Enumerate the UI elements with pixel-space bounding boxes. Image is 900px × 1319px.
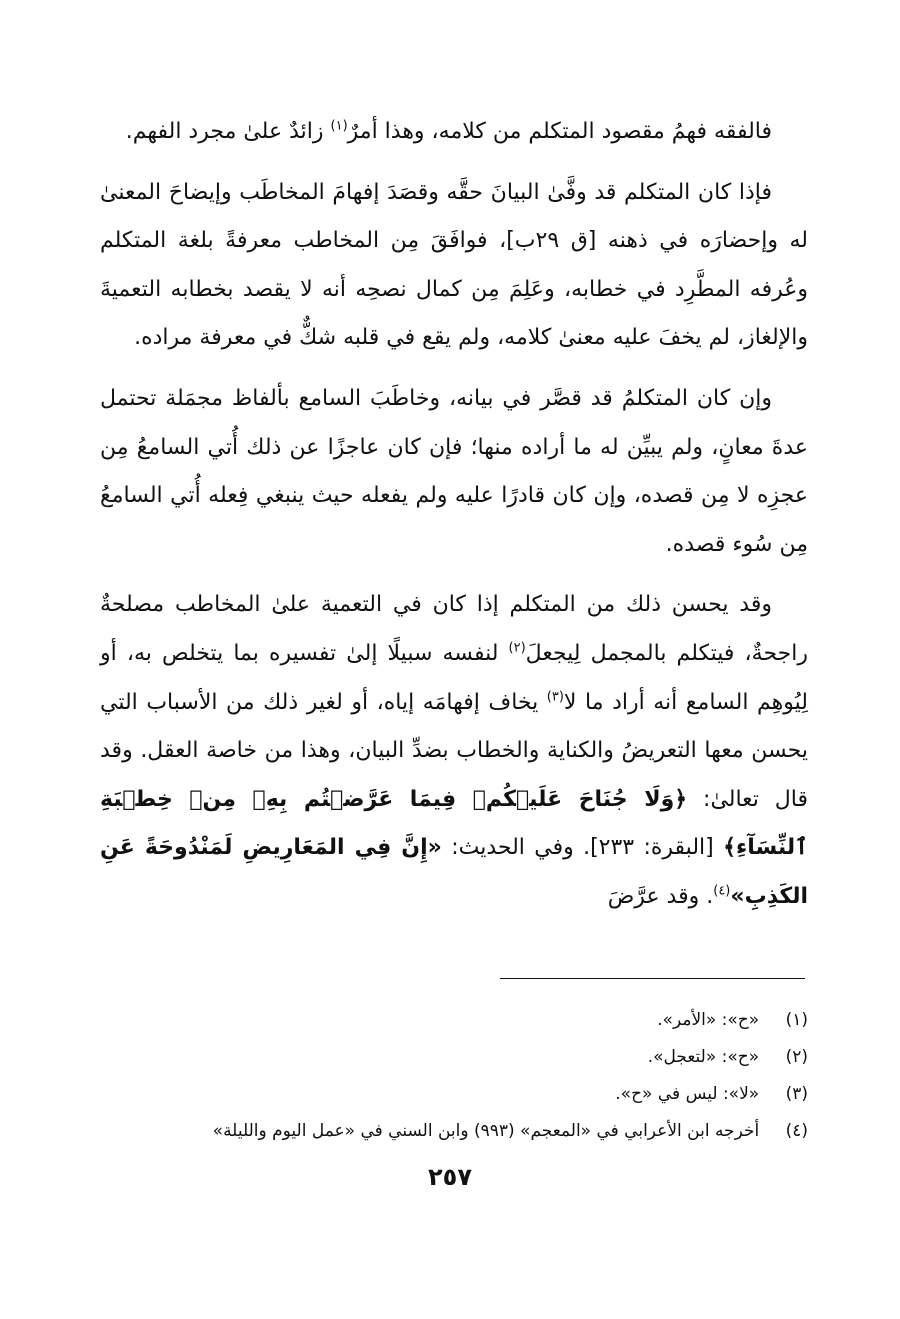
footnote-number: (٣) xyxy=(785,1084,808,1104)
footnote-ref-2[interactable]: (٢) xyxy=(508,640,526,656)
footnote-3 xyxy=(60,1076,808,1113)
quran-verse: ﴿وَلَا جُنَاحَ عَلَيۡكُمۡ فِيمَا عَرَّضۡتُم بِهِۦ مِنۡ خِطۡبَةِ ٱلنِّسَآءِ﴾ xyxy=(100,786,808,861)
footnote-1 xyxy=(60,1002,808,1039)
main-text xyxy=(100,108,808,922)
footnote-number: (٢) xyxy=(785,1047,808,1067)
footnote-ref-3[interactable]: (٣) xyxy=(546,689,564,705)
footnote-ref-4[interactable]: (٤) xyxy=(713,883,731,899)
footnote-ref-1[interactable]: (١) xyxy=(330,118,348,134)
footnote-text: «ح»: «لتعجل». xyxy=(647,1047,760,1067)
hadith-quote: «إِنَّ فِي المَعَارِيضِ لَمَنْدُوحَةً عَنِ الكَذِبِ» xyxy=(100,835,808,909)
paragraph-1: فالفقه فهمُ مقصود المتكلم من كلامه، وهذا أمرٌ$^{(١)}$ زائدٌ علىٰ مجرد الفهم. xyxy=(125,118,772,144)
footnote-text: «لا»: ليس في «ح». xyxy=(615,1084,760,1104)
footnotes xyxy=(60,1002,808,1150)
paragraph-2: فإذا كان المتكلم قد وفَّىٰ البيانَ حقَّه وقصَدَ إفهامَ المخاطَب وإيضاحَ المعنىٰ له وإحضارَه في ذهنه [ق ٢٩ب]، فوافَقَ مِن المخاطب معرفةً بلغة المتكلم وعُرفه المطَّرِد في خطابه، وعَلِمَ مِن كمال نصحِه أنه لا يقصد بخطابه التعميةَ والإلغاز، لم يخفَ عليه معنىٰ كلامه، ولم يقع في قلبه شكٌّ في معرفة مراده. xyxy=(100,179,809,351)
footnote-text: أخرجه ابن الأعرابي في «المعجم» (٩٩٣) وابن السني في «عمل اليوم والليلة» xyxy=(212,1121,760,1141)
footnote-2 xyxy=(60,1039,808,1076)
paragraph-4: وقد يحسن ذلك من المتكلم إذا كان في التعمية علىٰ المخاطب مصلحةٌ راجحةٌ، فيتكلم بالمجمل لِيجعلَ$^{(٢)}$ لنفسه سبيلًا إلىٰ تفسيره بما يتخلص به، أو لِيُوهِم السامع أنه أراد ما لا$^{(٣)}$ يخاف إفهامَه إياه، أو لغير ذلك من الأسباب التي يحسن معها التعريضُ والكناية والخطاب بضدِّ البيان، وهذا من خاصة العقل. وقد قال تعالىٰ: ﴿وَلَا جُنَاحَ عَلَيۡكُمۡ فِيمَا عَرَّضۡتُم بِهِۦ مِنۡ خِطۡبَةِ ٱلنِّسَآءِ﴾ [البقرة: ٢٣٣]. وفي الحديث: «إِنَّ فِي المَعَارِيضِ لَمَنْدُوحَةً عَنِ الكَذِبِ»$^{(٤)}$. وقد عرَّضَ xyxy=(100,592,808,909)
footnote-number: (١) xyxy=(785,1010,808,1030)
footnote-divider xyxy=(500,978,805,979)
paragraph-3: وإن كان المتكلمُ قد قصَّر في بيانه، وخاطَبَ السامع بألفاظ مجمَلة تحتمل عدةَ معانٍ، ولم يبيِّن له ما أراده منها؛ فإن كان عاجزًا عن ذلك أُتي السامعُ مِن عجزِه لا مِن قصده، وإن كان قادرًا عليه ولم يفعله حيث ينبغي فِعله أُتي السامعُ مِن سُوء قصده. xyxy=(100,385,808,557)
footnote-text: «ح»: «الأمر». xyxy=(657,1010,760,1030)
footnote-4 xyxy=(60,1113,808,1150)
footnote-number: (٤) xyxy=(785,1121,808,1141)
page-number: ٢٥٧ xyxy=(428,1163,472,1191)
